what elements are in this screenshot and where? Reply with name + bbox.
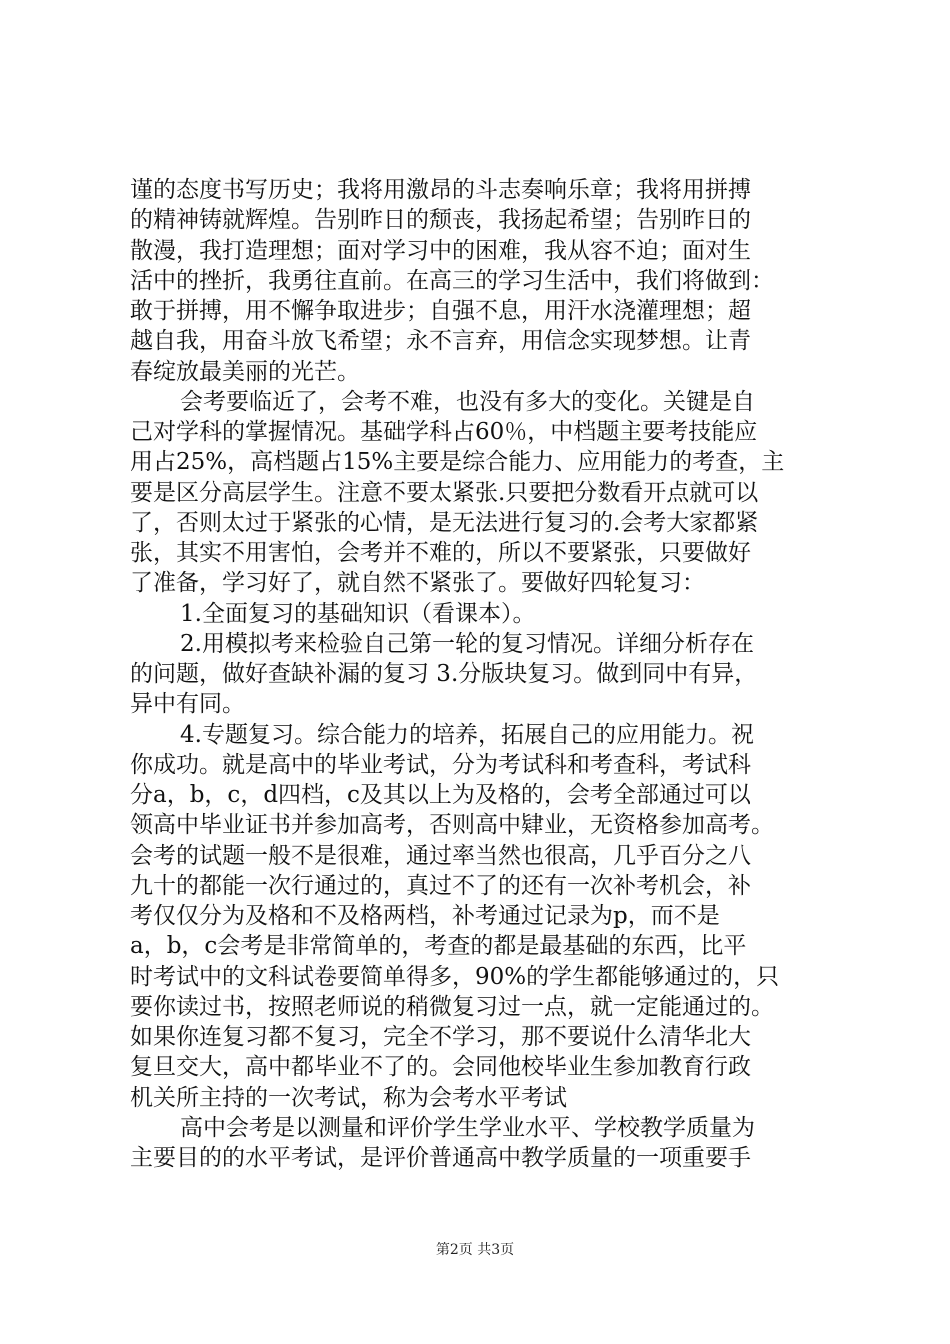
text-line: 你成功。就是高中的毕业考试，分为考试科和考查科，考试科 [130,751,751,778]
list-item-line: 1.全面复习的基础知识（看课本）。 [180,600,536,627]
text-line: 的精神铸就辉煌。告别昨日的颓丧，我扬起希望；告别昨日的 [130,207,751,234]
text-line: a，b，c会考是非常简单的，考查的都是最基础的东西，比平 [130,933,747,960]
text-line: 要是区分高层学生。注意不要太紧张.只要把分数看开点就可以 [130,479,759,506]
text-line: 活中的挫折，我勇往直前。在高三的学习生活中，我们将做到： [130,267,774,294]
text-line: 主要目的的水平考试，是评价普通高中教学质量的一项重要手 [130,1145,751,1171]
document-body [130,175,832,1173]
text-line: 九十的都能一次行通过的，真过不了的还有一次补考机会，补 [130,872,751,899]
text-line: 谨的态度书写历史；我将用激昂的斗志奏响乐章；我将用拼搏 [130,177,751,203]
text-line: 用占25%，高档题占15%主要是综合能力、应用能力的考查，主 [130,449,785,476]
text-line: 了，否则太过于紧张的心情，是无法进行复习的.会考大家都紧 [130,509,759,536]
list-item-line: 4.专题复习。综合能力的培养，拓展自己的应用能力。祝 [180,721,754,748]
text-line: 了准备，学习好了，就自然不紧张了。要做好四轮复习： [130,570,705,597]
text-line: 时考试中的文科试卷要简单得多，90%的学生都能够通过的，只 [130,963,780,990]
text-line: 越自我，用奋斗放飞希望；永不言弃，用信念实现梦想。让青 [130,328,751,355]
text-line: 要你读过书，按照老师说的稍微复习过一点，就一定能通过的。 [130,993,774,1020]
paragraph-start-line: 会考要临近了，会考不难，也没有多大的变化。关键是自 [180,388,755,415]
text-line: 异中有同。 [130,691,245,718]
list-item-line: 2.用模拟考来检验自己第一轮的复习情况。详细分析存在 [180,630,754,657]
text-line: 己对学科的掌握情况。基础学科占60％，中档题主要考技能应 [130,419,758,445]
text-line: 如果你连复习都不复习，完全不学习，那不要说什么清华北大 [130,1024,751,1050]
text-line: 会考的试题一般不是很难，通过率当然也很高，几乎百分之八 [130,842,751,869]
text-line: 的问题，做好查缺补漏的复习 3.分版块复习。做到同中有异， [130,661,758,687]
text-line: 分a，b，c，d四档，c及其以上为及格的，会考全部通过可以 [130,782,751,808]
page-footer [0,1240,950,1260]
text-line: 春绽放最美丽的光芒。 [130,358,360,385]
text-line: 领高中毕业证书并参加高考，否则高中肄业，无资格参加高考。 [130,812,774,839]
text-line: 复旦交大，高中都毕业不了的。会同他校毕业生参加教育行政 [130,1054,751,1081]
text-line: 敢于拼搏，用不懈争取进步；自强不息，用汗水浇灌理想；超 [130,298,751,324]
text-line: 机关所主持的一次考试，称为会考水平考试 [130,1084,567,1111]
text-line: 散漫，我打造理想；面对学习中的困难，我从容不迫；面对生 [130,237,751,264]
text-line: 考仅仅分为及格和不及格两档，补考通过记录为p，而不是 [130,903,720,929]
text-line: 张，其实不用害怕，会考并不难的，所以不要紧张，只要做好 [130,540,751,566]
paragraph-start-line: 高中会考是以测量和评价学生学业水平、学校教学质量为 [180,1114,755,1141]
page-number: 第2页 共3页 [435,1242,515,1258]
